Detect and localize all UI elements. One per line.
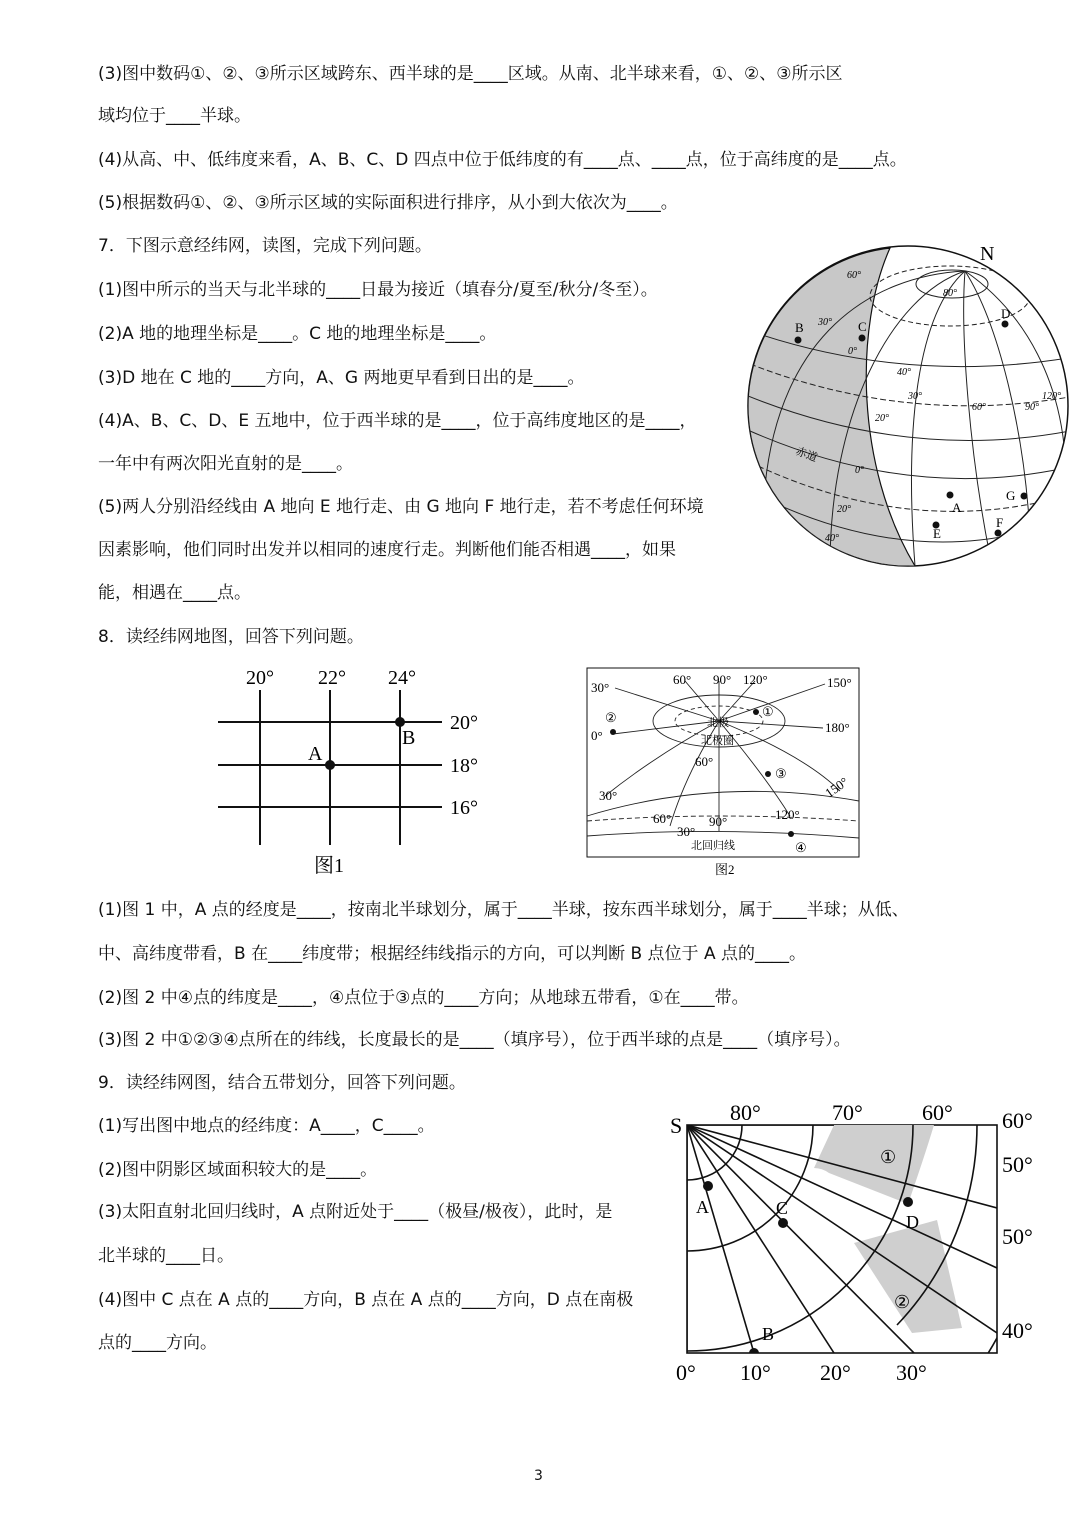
lon-label: 90° [1025,402,1039,413]
lat-label: 60° [1002,1108,1033,1133]
lon-label: 0° [848,346,857,357]
degree-label: 60° [673,672,692,687]
point-label: A [696,1197,709,1217]
tropic-label: 北回归线 [691,840,735,852]
marker-label: ③ [775,766,787,781]
point-label: C [858,319,867,334]
lat-label: 0° [855,465,864,476]
text-line: 中、高纬度带看，B 在____纬度带；根据经纬线指示的方向，可以判断 B 点位于 A 点的____。 [98,944,806,964]
degree-label: 120° [743,672,768,687]
degree-label: 150° [827,675,852,690]
point-label: A [308,743,323,765]
lon-label: 30° [818,317,832,328]
text-line: 能，相遇在____点。 [98,583,251,603]
lon-label: 60° [972,402,986,413]
lon-label: 60° [922,1100,953,1125]
question-8-title: 8．读经纬网地图，回答下列问题。 [98,627,364,647]
text-line: (1)写出图中地点的经纬度：A____，C____。 [98,1116,435,1136]
lat-label: 20° [837,504,851,515]
text-line: 点的____方向。 [98,1333,217,1353]
text-line: (1)图中所示的当天与北半球的____日最为接近（填春分/夏至/秋分/冬至）。 [98,280,658,300]
degree-label: 180° [825,720,850,735]
text-line: (3)太阳直射北回归线时，A 点附近处于____（极昼/极夜），此时，是 [98,1202,613,1222]
lat-label: 80° [943,288,957,299]
question-7-title: 7．下图示意经纬网，读图，完成下列问题。 [98,236,432,256]
lat-label: 40° [1002,1318,1033,1343]
lon-label: 22° [318,667,346,689]
point-label: D [1001,306,1011,321]
text-line: (3)D 地在 C 地的____方向，A、G 两地更早看到日出的是____。 [98,368,585,388]
text-line: (5)两人分别沿经线由 A 地向 E 地行走、由 G 地向 F 地行走，若不考虑任何环境 [98,497,704,517]
lat-label: 50° [1002,1224,1033,1249]
point-label: D [906,1212,919,1232]
degree-label: 30° [677,824,696,839]
degree-label: 30° [591,680,610,695]
page-number: 3 [534,1468,543,1484]
degree-label: 90° [713,672,732,687]
point-label: E [933,526,941,541]
text-line: 北半球的____日。 [98,1246,234,1266]
degree-label: 150° [822,774,851,801]
lon-label: 20° [820,1360,851,1385]
lon-label: 70° [832,1100,863,1125]
grid-figure-1 [210,660,500,880]
lat-label: 40° [825,533,839,544]
text-line: (2)图中阴影区域面积较大的是____。 [98,1160,378,1180]
lat-label: 30° [908,391,922,402]
figure-caption: 图1 [314,855,344,877]
arctic-circle-label: 北极圈 [701,735,734,747]
degree-label: 0° [591,728,603,743]
text-line: (4)图中 C 点在 A 点的____方向，B 点在 A 点的____方向，D 点在南极 [98,1290,634,1310]
text-line: (2)图 2 中④点的纬度是____，④点位于③点的____方向；从地球五带看，①在____带。 [98,988,749,1008]
region-label: ① [880,1147,897,1167]
lon-label: 80° [730,1100,761,1125]
text-line: (1)图 1 中，A 点的经度是____，按南北半球划分，属于____半球，按东西半球划分，属于____半球；从低、 [98,900,909,920]
degree-label: 30° [599,788,618,803]
figure-caption: 图2 [715,862,735,877]
text-line: (4)从高、中、低纬度来看，A、B、C、D 四点中位于低纬度的有____点、____点，位于高纬度的是____点。 [98,150,907,170]
lon-label: 24° [388,667,416,689]
degree-label: 90° [709,814,728,829]
lat-label: 20° [450,712,478,734]
text-line: (3)图 2 中①②③④点所在的纬线，长度最长的是____（填序号），位于西半球的点是____（填序号）。 [98,1030,851,1050]
degree-label: 120° [775,807,800,822]
pole-label: S [670,1113,683,1138]
region-label: ② [894,1292,911,1312]
text-line: (2)A 地的地理坐标是____。C 地的地理坐标是____。 [98,324,497,344]
lat-label: 20° [875,413,889,424]
north-label: N [980,243,995,265]
text-line: (4)A、B、C、D、E 五地中，位于西半球的是____，位于高纬度地区的是____， [98,411,697,431]
degree-label: 60° [653,811,672,826]
degree-label: 60° [695,754,714,769]
equator-label: 赤道 [793,445,819,465]
polar-figure-2 [585,666,865,886]
lon-label: 0° [676,1360,696,1385]
point-label: C [776,1198,789,1218]
point-label: F [996,515,1004,530]
point-label: A [952,500,962,515]
lat-label: 16° [450,797,478,819]
point-label: B [795,320,804,335]
point-label: B [762,1324,775,1344]
text-line: (3)图中数码①、②、③所示区域跨东、西半球的是____区域。从南、北半球来看，①、②、③所示区 [98,64,843,84]
polar-sector-figure [662,1098,1072,1388]
text-line: 因素影响，他们同时出发并以相同的速度行走。判断他们能否相遇____，如果 [98,540,676,560]
lon-label: 30° [896,1360,927,1385]
globe-figure [740,236,1080,576]
lon-label: 120° [1042,391,1061,402]
point-label: B [402,727,416,749]
lon-label: 10° [740,1360,771,1385]
lat-label: 18° [450,755,478,777]
lat-label: 40° [897,367,911,378]
marker-label: ② [605,710,617,725]
lon-label: 20° [246,667,274,689]
text-line: 域均位于____半球。 [98,106,251,126]
marker-label: ① [762,704,774,719]
pole-label: 北极 [707,717,729,729]
marker-label: ④ [795,840,807,855]
question-9-title: 9．读经纬网图，结合五带划分，回答下列问题。 [98,1073,466,1093]
text-line: 一年中有两次阳光直射的是____。 [98,454,353,474]
point-label: G [1006,488,1016,503]
lat-label: 50° [1002,1152,1033,1177]
text-line: (5)根据数码①、②、③所示区域的实际面积进行排序，从小到大依次为____。 [98,193,678,213]
lon-label: 60° [847,270,861,281]
